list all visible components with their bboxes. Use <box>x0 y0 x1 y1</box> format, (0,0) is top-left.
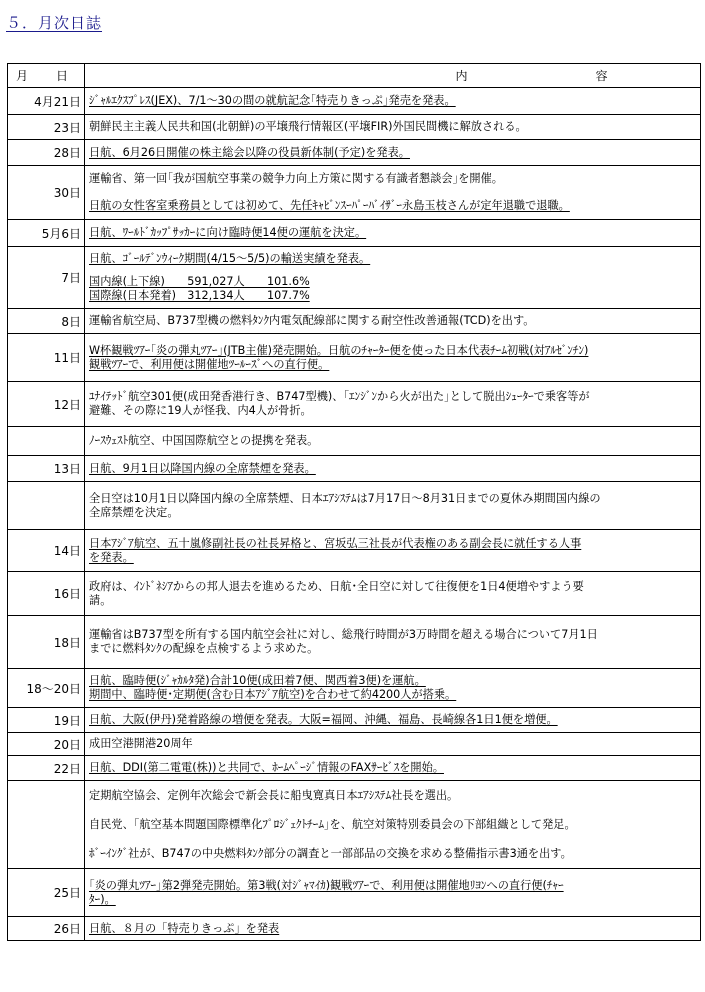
row-date: 18日 <box>8 616 85 669</box>
log-entry <box>89 710 697 730</box>
entry-line: 日航、ﾜｰﾙﾄﾞｶｯﾌﾟｻｯｶｰに向け臨時便14便の運航を決定。 <box>89 226 367 239</box>
log-entry <box>89 534 697 568</box>
row-date: 4月21日 <box>8 88 85 115</box>
log-entry <box>89 117 697 137</box>
entry-line: ﾉｰｽｳｪｽﾄ航空、中国国際航空との提携を発表。 <box>89 434 319 447</box>
row-content <box>85 115 701 140</box>
log-entry <box>89 459 697 479</box>
entry-line: 自民党、｢航空基本問題国際標準化ﾌﾟﾛｼﾞｪｸﾄﾁｰﾑ｣を、航空対策特別委員会の下部組織として発足。 <box>89 817 576 831</box>
log-entry <box>89 758 697 778</box>
entry-line: 避難、その際に19人が怪我、内4人が骨折。 <box>89 404 312 417</box>
row-date: 25日 <box>8 869 85 917</box>
table-row <box>8 781 701 869</box>
table-row <box>8 530 701 572</box>
entry-line: ｼﾞｬﾙｴｸｽﾌﾟﾚｽ(JEX)、7/1～30の間の就航記念｢特売りきっぷ｣発売を発表。 <box>89 94 456 107</box>
log-entry <box>89 91 697 111</box>
row-entries <box>89 733 697 755</box>
row-content <box>85 247 701 309</box>
log-entry <box>89 489 697 523</box>
row-content <box>85 530 701 572</box>
log-entry <box>89 786 697 806</box>
row-content <box>85 427 701 456</box>
row-entries <box>89 88 697 114</box>
entry-line: 日航、臨時便(ｼﾞｬｶﾙﾀ発)合計10便(成田着7便、関西着3便)を運航。 <box>89 674 426 687</box>
entry-line: 国際線(日本発着) 312,134人 107.7% <box>89 289 310 303</box>
entry-line: 請。 <box>89 593 112 607</box>
row-entries <box>89 220 697 246</box>
row-entries <box>89 781 697 868</box>
column-header-date: 月 日 <box>8 64 85 88</box>
row-date: 16日 <box>8 572 85 616</box>
row-date: 8日 <box>8 309 85 334</box>
row-date: 26日 <box>8 917 85 941</box>
table-header-row <box>8 64 701 88</box>
log-entry <box>89 876 697 910</box>
row-entries <box>89 869 697 916</box>
row-content <box>85 708 701 733</box>
row-entries <box>89 917 697 940</box>
row-content <box>85 917 701 941</box>
table-row <box>8 309 701 334</box>
row-content <box>85 334 701 382</box>
row-content <box>85 869 701 917</box>
entry-line: 日航、DDI(第二電電(株))と共同で、ﾎｰﾑﾍﾟｰｼﾞ情報のFAXｻｰﾋﾞｽを開始。 <box>89 761 444 774</box>
log-entry <box>89 311 697 331</box>
entry-line: 日航、9月1日以降国内線の全席禁煙を発表。 <box>89 461 316 475</box>
entry-line: 国内線(上下線) 591,027人 101.6% <box>89 275 310 289</box>
row-content <box>85 616 701 669</box>
row-entries <box>89 140 697 165</box>
entry-line: 日航の女性客室乗務員としては初めて、先任ｷｬﾋﾞﾝｽｰﾊﾟｰﾊﾞｲｻﾞｰ永島玉枝さんが定年退職で退職。 <box>89 198 570 212</box>
log-entry <box>89 671 697 705</box>
entry-line: 日航、ｺﾞｰﾙﾃﾞﾝｳｨｰｸ期間(4/15～5/5)の輸送実績を発表。 <box>89 251 371 265</box>
row-content <box>85 572 701 616</box>
entry-line: W杯観戦ﾂｱｰ｢炎の弾丸ﾂｱｰ｣(JTB主催)発売開始。日航のﾁｬｰﾀｰ便を使った日本代表ﾁｰﾑ初戦(対ｱﾙｾﾞﾝﾁﾝ) <box>89 343 589 357</box>
table-row <box>8 247 701 309</box>
entry-line: 定期航空協会、定例年次総会で新会長に船曳寛真日本ｴｱｼｽﾃﾑ社長を選出。 <box>89 788 459 802</box>
row-entries <box>89 482 697 529</box>
entry-line: を発表。 <box>89 550 134 564</box>
log-entry <box>89 431 697 451</box>
column-header-content-char1: 内 <box>455 69 468 83</box>
row-date: 13日 <box>8 456 85 482</box>
row-date: 12日 <box>8 382 85 427</box>
log-entry <box>89 577 697 611</box>
row-date <box>8 482 85 530</box>
row-entries <box>89 247 697 308</box>
log-entry <box>89 387 697 421</box>
table-row <box>8 756 701 781</box>
entry-line: までに燃料ﾀﾝｸの配線を点検するよう求めた。 <box>89 642 319 655</box>
log-entry <box>89 815 697 835</box>
table-row <box>8 669 701 708</box>
row-content <box>85 756 701 781</box>
log-entry <box>89 625 697 659</box>
log-entry <box>89 196 697 216</box>
row-content <box>85 220 701 247</box>
row-content <box>85 166 701 220</box>
row-entries <box>89 309 697 333</box>
table-row <box>8 917 701 941</box>
row-date <box>8 427 85 456</box>
table-row <box>8 572 701 616</box>
row-content <box>85 781 701 869</box>
row-entries <box>89 382 697 426</box>
table-row <box>8 482 701 530</box>
row-content <box>85 140 701 166</box>
entry-line: 運輸省、第一回｢我が国航空事業の競争力向上方策に関する有識者懇談会｣を開催。 <box>89 172 503 186</box>
table-body <box>8 88 701 941</box>
row-entries <box>89 572 697 615</box>
row-date: 20日 <box>8 733 85 756</box>
row-content <box>85 482 701 530</box>
entry-line: ﾕﾅｲﾃｯﾄﾞ航空301便(成田発香港行き、B747型機)、｢ｴﾝｼﾞﾝから火が出た｣として脱出ｼｭｰﾀｰで乗客等が <box>89 390 590 403</box>
row-date <box>8 781 85 869</box>
row-entries <box>89 456 697 481</box>
table-row <box>8 427 701 456</box>
entry-line: 成田空港開港20周年 <box>89 737 193 750</box>
entry-line: 日本ｱｼﾞｱ航空、五十嵐修副社長の社長昇格と、宮坂弘三社長が代表権のある副会長に就任する人事 <box>89 536 582 550</box>
row-date: 18～20日 <box>8 669 85 708</box>
table-row <box>8 220 701 247</box>
table-row <box>8 456 701 482</box>
log-entry <box>89 223 697 243</box>
row-date: 23日 <box>8 115 85 140</box>
row-content <box>85 382 701 427</box>
row-entries <box>89 166 697 219</box>
row-entries <box>89 669 697 707</box>
column-header-content-char2: 容 <box>595 69 608 83</box>
table-row <box>8 140 701 166</box>
log-entry <box>89 249 697 269</box>
table-row <box>8 166 701 220</box>
entry-line: 朝鮮民主主義人民共和国(北朝鮮)の平壌飛行情報区(平壌FIR)外国民間機に解放される。 <box>89 120 527 133</box>
row-content <box>85 456 701 482</box>
log-entry <box>89 844 697 864</box>
monthly-log-table <box>7 63 701 941</box>
entry-line: 政府は、ｲﾝﾄﾞﾈｼｱからの邦人退去を進めるため、日航･全日空に対して往復便を1日4便増やすよう要 <box>89 579 584 593</box>
log-entry <box>89 169 697 189</box>
table-row <box>8 708 701 733</box>
entry-line: 運輸省航空局、B737型機の燃料ﾀﾝｸ内電気配線部に関する耐空性改善通報(TCD)を出す。 <box>89 314 535 327</box>
row-entries <box>89 616 697 668</box>
table-row <box>8 733 701 756</box>
log-entry <box>89 143 697 163</box>
entry-line: 日航、大阪(伊丹)発着路線の増便を発表。大阪=福岡、沖縄、福島、長崎線各1日1便を増便。 <box>89 713 558 726</box>
table-row <box>8 88 701 115</box>
entry-line: ｢炎の弾丸ﾂｱｰ｣第2弾発売開始。第3戦(対ｼﾞｬﾏｲｶ)観戦ﾂｱｰで、利用便は開催地ﾘﾖﾝへの直行便(ﾁｬｰ <box>89 878 564 892</box>
entry-line: 期間中、臨時便･定期便(含む日本ｱｼﾞｱ航空)を合わせて約4200人が搭乗。 <box>89 688 457 701</box>
row-date: 22日 <box>8 756 85 781</box>
table-row <box>8 334 701 382</box>
entry-line: ﾎﾞｰｲﾝｸﾞ社が、B747の中央燃料ﾀﾝｸ部分の調査と一部部品の交換を求める整備指示書3通を出す。 <box>89 846 572 860</box>
entry-line: 観戦ﾂｱｰで、利用便は開催地ﾂｰﾙｰｽﾞへの直行便。 <box>89 357 330 371</box>
entry-line: 日航、6月26日開催の株主総会以降の役員新体制(予定)を発表。 <box>89 145 410 159</box>
row-content <box>85 669 701 708</box>
row-date: 28日 <box>8 140 85 166</box>
row-entries <box>89 756 697 780</box>
entry-line: 全日空は10月1日以降国内線の全席禁煙、日本ｴｱｼｽﾃﾑは7月17日～8月31日までの夏休み期間国内線の <box>89 491 601 505</box>
entry-line: 運輸省はB737型を所有する国内航空会社に対し、総飛行時間が3万時間を超える場合について7月1日 <box>89 628 598 641</box>
row-entries <box>89 708 697 732</box>
row-entries <box>89 427 697 455</box>
entry-line: 全席禁煙を決定。 <box>89 505 179 519</box>
row-date: 11日 <box>8 334 85 382</box>
section-heading: ５．月次日誌 <box>6 14 103 32</box>
entry-line: 日航、８月の「特売りきっぷ」を発表 <box>89 921 280 935</box>
log-entry <box>89 919 697 939</box>
table-row <box>8 382 701 427</box>
row-entries <box>89 115 697 139</box>
row-date: 30日 <box>8 166 85 220</box>
row-content <box>85 88 701 115</box>
column-header-content <box>85 64 701 88</box>
row-entries <box>89 334 697 381</box>
row-date: 7日 <box>8 247 85 309</box>
row-date: 19日 <box>8 708 85 733</box>
log-entry <box>89 272 697 306</box>
log-entry <box>89 734 697 754</box>
row-content <box>85 733 701 756</box>
row-entries <box>89 530 697 571</box>
entry-line: ﾀｰ)。 <box>89 892 116 906</box>
row-content <box>85 309 701 334</box>
table-row <box>8 869 701 917</box>
table-row <box>8 616 701 669</box>
row-date: 5月6日 <box>8 220 85 247</box>
row-date: 14日 <box>8 530 85 572</box>
table-row <box>8 115 701 140</box>
log-entry <box>89 341 697 375</box>
